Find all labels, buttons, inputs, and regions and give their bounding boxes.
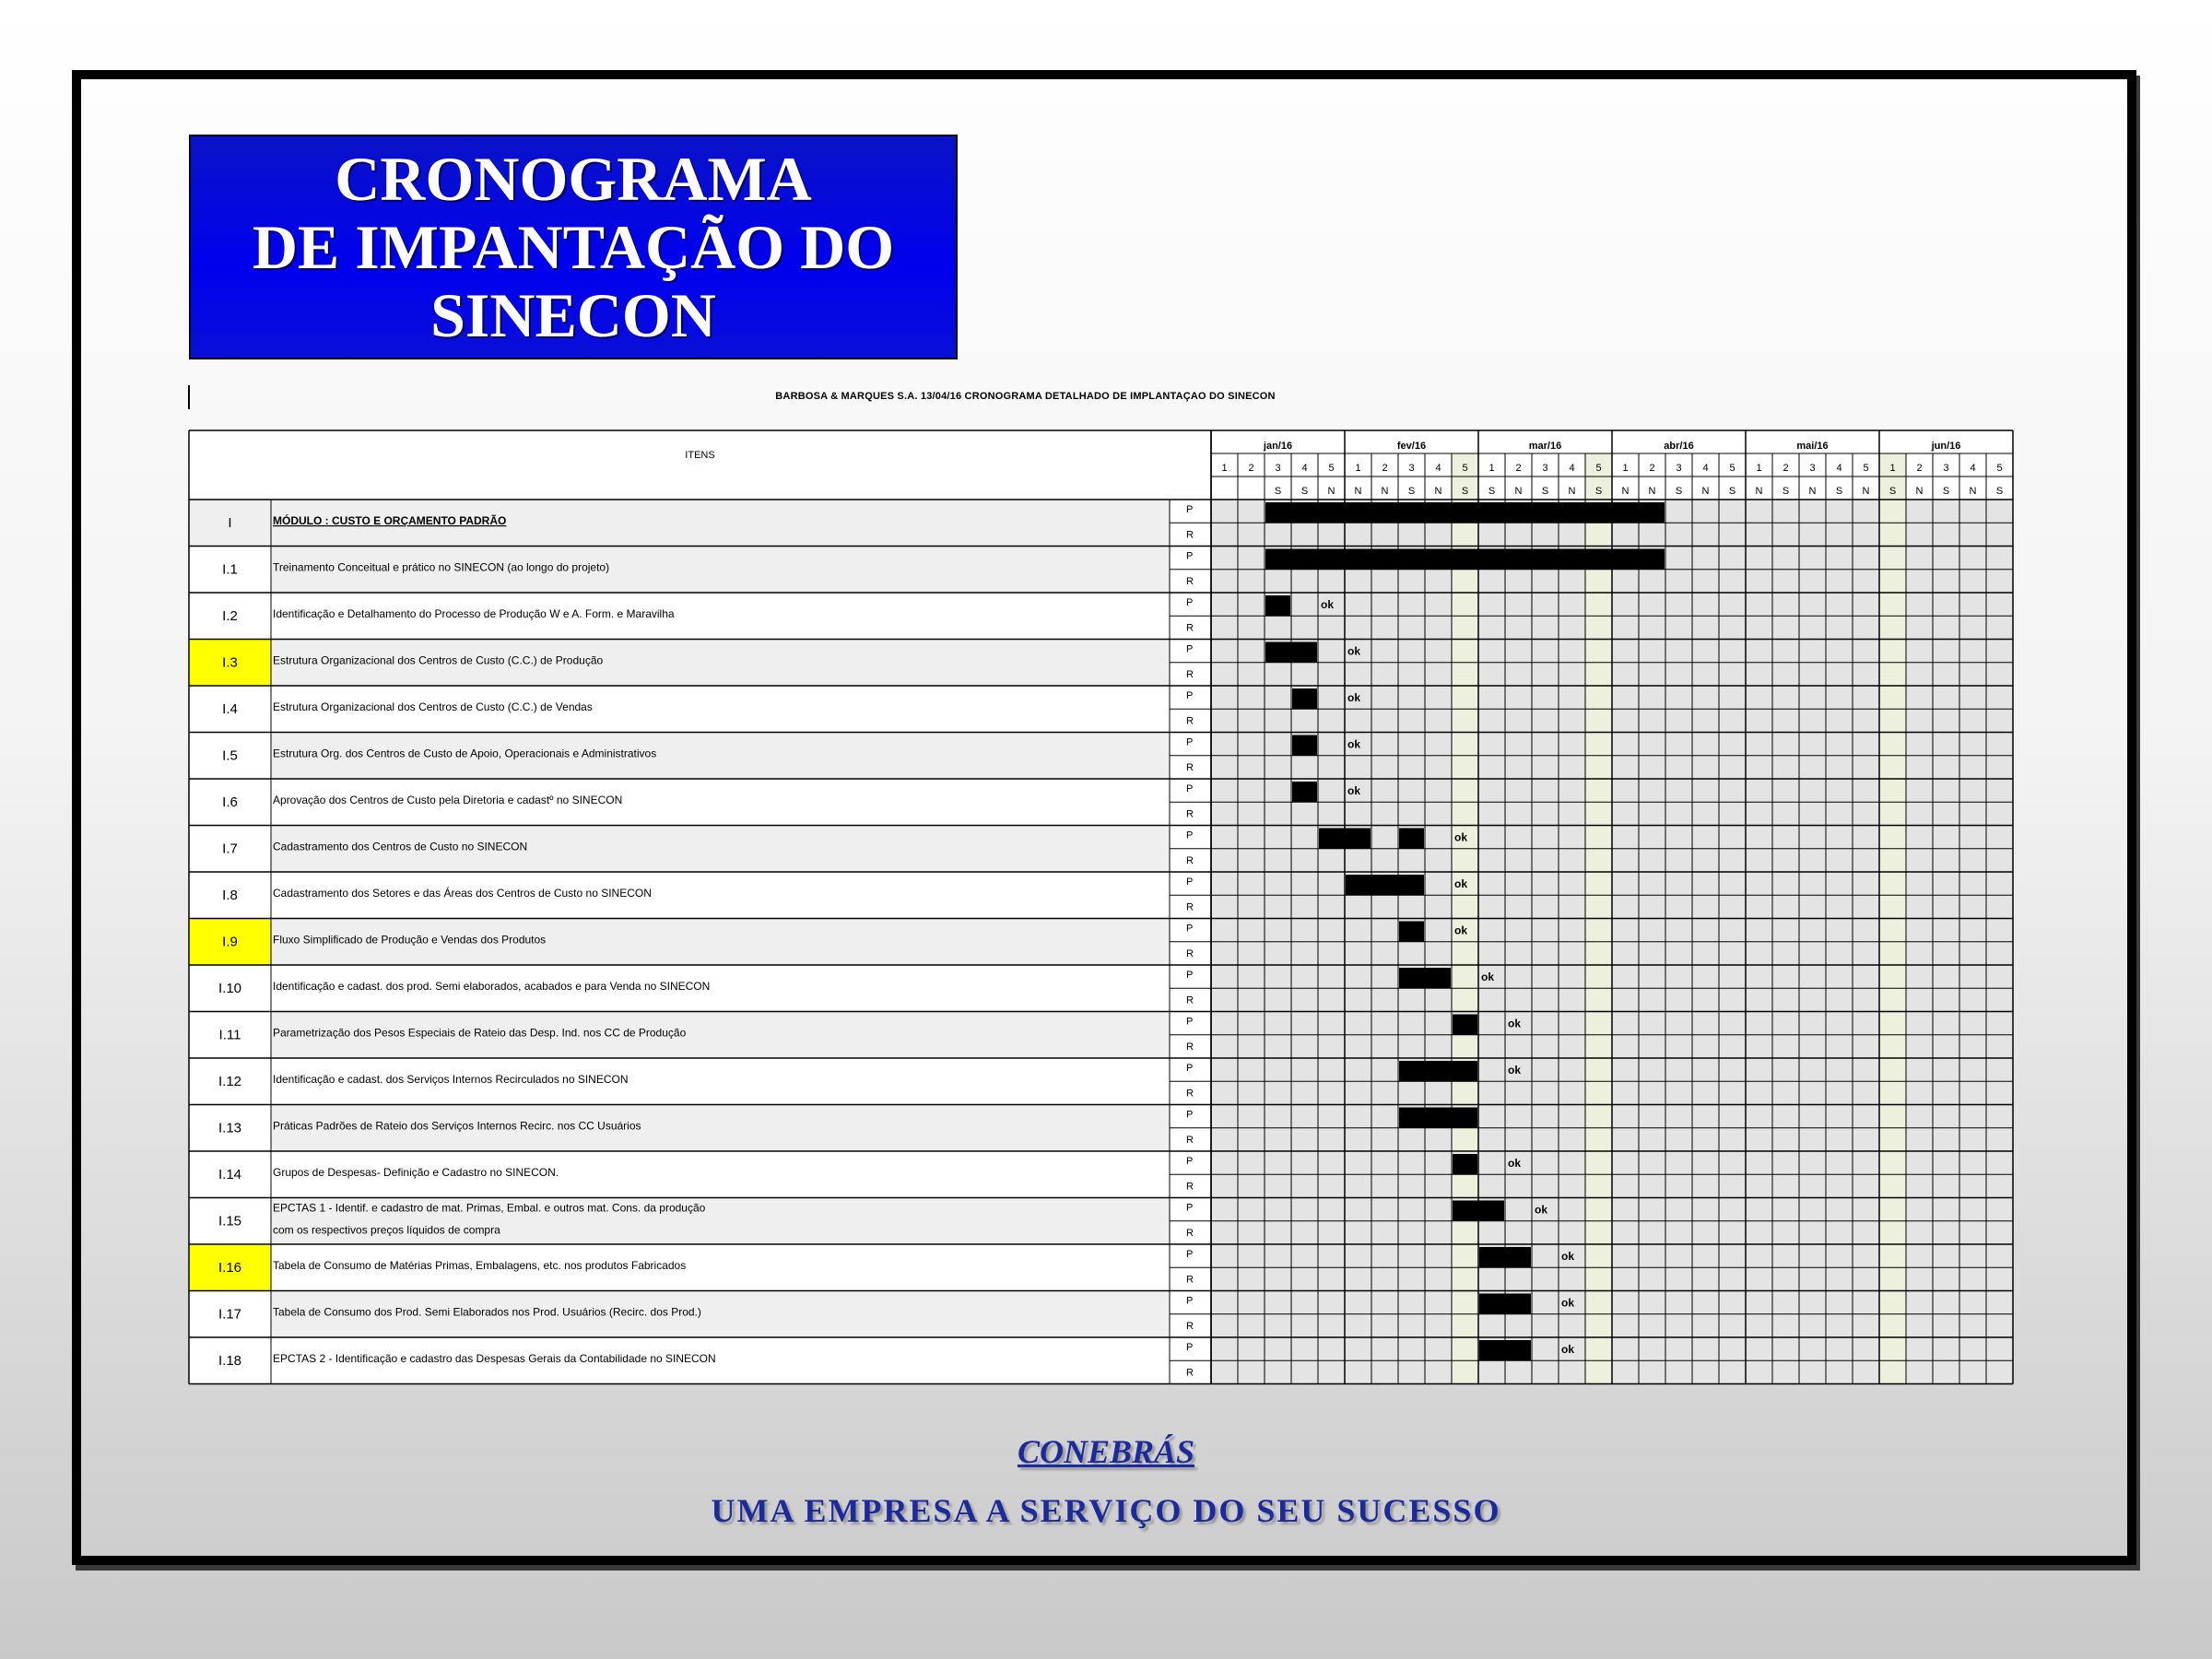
row-description: EPCTAS 1 - Identif. e cadastro de mat. Primas, Embal. e outros mat. Cons. da produção <box>273 1201 706 1215</box>
schedule-subheader: BARBOSA & MARQUES S.A. 13/04/16 CRONOGRAMA DETALHADO DE IMPLANTAÇAO DO SINECON <box>775 391 1276 402</box>
week-number: 2 <box>1783 463 1789 474</box>
day-code: N <box>1701 486 1710 497</box>
ok-status-label: ok <box>1481 971 1495 983</box>
planned-label: P <box>1186 783 1194 794</box>
planned-label: P <box>1186 1202 1194 1214</box>
planned-bar <box>1265 595 1290 616</box>
planned-bar <box>1399 1108 1477 1128</box>
realized-label: R <box>1186 715 1194 727</box>
week-number: 4 <box>1301 463 1308 474</box>
planned-label: P <box>1186 643 1194 655</box>
ok-status-label: ok <box>1508 1064 1522 1077</box>
ok-status-label: ok <box>1561 1343 1575 1356</box>
realized-label: R <box>1186 1274 1194 1286</box>
realized-label: R <box>1186 668 1194 680</box>
row-code: I.11 <box>218 1027 241 1043</box>
week-number: 2 <box>1916 463 1923 474</box>
row-code: I.7 <box>222 841 238 857</box>
row-description: Identificação e Detalhamento do Processo de Produção W e A. Form. e Maravilha <box>273 607 675 620</box>
planned-label: P <box>1186 923 1194 935</box>
planned-bar <box>1292 735 1317 756</box>
realized-label: R <box>1186 622 1194 634</box>
week-number: 3 <box>1408 463 1415 474</box>
row-description: MÓDULO : CUSTO E ORÇAMENTO PADRÃO <box>273 514 507 527</box>
planned-bar <box>1292 688 1317 709</box>
row-code: I.17 <box>218 1306 242 1323</box>
row-code: I.9 <box>222 934 238 950</box>
planned-bar <box>1346 875 1424 895</box>
row-code: I.3 <box>222 654 238 671</box>
month-label: fev/16 <box>1396 441 1427 452</box>
realized-label: R <box>1186 1367 1194 1379</box>
day-code: N <box>1969 486 1977 497</box>
planned-bar <box>1265 549 1665 570</box>
week-number: 5 <box>1328 463 1335 474</box>
planned-label: P <box>1186 1342 1194 1353</box>
day-code: N <box>1648 486 1656 497</box>
realized-label: R <box>1186 808 1194 820</box>
week-number: 1 <box>1889 463 1896 474</box>
planned-label: P <box>1186 970 1194 981</box>
day-code: N <box>1434 486 1442 497</box>
planned-label: P <box>1186 504 1194 515</box>
planned-bar <box>1399 922 1424 942</box>
realized-label: R <box>1186 994 1194 1006</box>
ok-status-label: ok <box>1454 830 1468 844</box>
week-number: 5 <box>1729 463 1735 474</box>
row-code: I.14 <box>218 1167 242 1182</box>
row-description-2: com os respectivos preços líquidos de compra <box>273 1223 500 1237</box>
day-code: N <box>1354 486 1362 497</box>
day-code: S <box>1995 486 2004 497</box>
planned-label: P <box>1186 550 1194 562</box>
row-code: I.12 <box>218 1074 242 1089</box>
week-number: 4 <box>1569 463 1575 474</box>
month-label: mar/16 <box>1528 441 1562 452</box>
day-code: S <box>1782 486 1790 497</box>
day-code: S <box>1488 486 1496 497</box>
row-description: Identificação e cadast. dos Serviços Internos Recirculados no SINECON <box>273 1073 629 1086</box>
ok-status-label: ok <box>1347 784 1361 797</box>
month-label: jun/16 <box>1931 441 1961 452</box>
footer-company-name: CONEBRÁS <box>1017 1433 1195 1470</box>
realized-label: R <box>1186 1181 1194 1193</box>
day-code: S <box>1888 486 1897 497</box>
planned-label: P <box>1186 597 1194 608</box>
day-code: S <box>1407 486 1416 497</box>
planned-label: P <box>1186 1156 1194 1167</box>
row-code: I.15 <box>218 1213 242 1230</box>
week-number: 5 <box>1996 463 2003 474</box>
realized-label: R <box>1186 1134 1194 1146</box>
ok-status-label: ok <box>1347 691 1361 704</box>
row-description: Grupos de Despesas- Definição e Cadastro no SINECON. <box>273 1166 559 1179</box>
day-code: N <box>1381 486 1389 497</box>
day-code: S <box>1728 486 1736 497</box>
day-code: N <box>1514 486 1523 497</box>
planned-label: P <box>1186 736 1194 748</box>
week-number: 1 <box>1355 463 1361 474</box>
planned-bar <box>1453 1154 1477 1174</box>
row-code: I.16 <box>218 1260 242 1276</box>
realized-label: R <box>1186 1041 1194 1053</box>
footer-tagline: UMA EMPRESA A SERVIÇO DO SEU SUCESSO <box>711 1492 1501 1529</box>
planned-label: P <box>1186 1249 1194 1260</box>
row-description: Estrutura Organizacional dos Centros de Custo (C.C.) de Produção <box>273 653 604 667</box>
week-number: 2 <box>1649 463 1655 474</box>
day-code: S <box>1942 486 1950 497</box>
planned-bar <box>1399 1061 1477 1081</box>
title-line-1: CRONOGRAMA <box>335 144 812 214</box>
title-line-3: SINECON <box>430 280 716 350</box>
ok-status-label: ok <box>1508 1017 1522 1030</box>
day-code: N <box>1755 486 1763 497</box>
day-code: N <box>1327 486 1335 497</box>
realized-label: R <box>1186 1088 1194 1100</box>
week-number: 1 <box>1622 463 1629 474</box>
ok-status-label: ok <box>1454 924 1468 937</box>
row-description: Identificação e cadast. dos prod. Semi elaborados, acabados e para Venda no SINECON <box>273 980 711 993</box>
week-number: 4 <box>1970 463 1976 474</box>
day-code: S <box>1835 486 1843 497</box>
title-banner <box>189 135 958 359</box>
row-code: I.6 <box>222 794 238 810</box>
ok-status-label: ok <box>1321 598 1335 611</box>
row-code: I.4 <box>222 701 238 717</box>
day-code: S <box>1594 486 1603 497</box>
week-number: 4 <box>1836 463 1842 474</box>
ok-status-label: ok <box>1454 877 1468 890</box>
row-description: Tabela de Consumo de Matérias Primas, Embalagens, etc. nos produtos Fabricados <box>273 1259 687 1272</box>
day-code: N <box>1808 486 1817 497</box>
day-code: N <box>1862 486 1870 497</box>
row-description: Cadastramento dos Setores e das Áreas dos Centros de Custo no SINECON <box>273 887 652 900</box>
title-line-2: DE IMPANTAÇÃO DO <box>252 212 895 282</box>
week-number: 5 <box>1595 463 1602 474</box>
day-code: S <box>1300 486 1309 497</box>
row-description: Tabela de Consumo dos Prod. Semi Elaborados nos Prod. Usuários (Recirc. dos Prod.) <box>273 1305 701 1319</box>
row-description: Estrutura Org. dos Centros de Custo de Apoio, Operacionais e Administrativos <box>273 747 657 760</box>
row-code: I <box>228 515 232 531</box>
items-header: ITENS <box>685 450 715 461</box>
planned-bar <box>1265 502 1665 523</box>
realized-label: R <box>1186 1320 1194 1332</box>
month-label: mai/16 <box>1796 441 1829 452</box>
planned-label: P <box>1186 690 1194 701</box>
planned-bar <box>1453 1015 1477 1035</box>
ok-status-label: ok <box>1561 1296 1575 1310</box>
day-code: N <box>1568 486 1576 497</box>
row-description: Treinamento Conceitual e prático no SINECON (ao longo do projeto) <box>273 560 610 574</box>
ok-status-label: ok <box>1535 1203 1548 1217</box>
week-number: 2 <box>1382 463 1388 474</box>
row-description: Cadastramento dos Centros de Custo no SINECON <box>273 840 528 853</box>
planned-label: P <box>1186 877 1194 888</box>
planned-bar <box>1399 829 1424 849</box>
planned-label: P <box>1186 1063 1194 1074</box>
day-code: S <box>1461 486 1469 497</box>
week-number: 3 <box>1676 463 1682 474</box>
realized-label: R <box>1186 529 1194 541</box>
ok-status-label: ok <box>1508 1157 1522 1170</box>
realized-label: R <box>1186 947 1194 959</box>
month-label: abr/16 <box>1664 441 1694 452</box>
row-description: Práticas Padrões de Rateio dos Serviços Internos Recirc. nos CC Usuários <box>273 1119 641 1133</box>
week-number: 5 <box>1462 463 1468 474</box>
month-label: jan/16 <box>1263 441 1293 452</box>
week-number: 5 <box>1863 463 1869 474</box>
row-description: Estrutura Organizacional dos Centros de Custo (C.C.) de Vendas <box>273 700 593 713</box>
ok-status-label: ok <box>1347 737 1361 751</box>
week-number: 4 <box>1702 463 1709 474</box>
row-code: I.2 <box>222 608 238 624</box>
row-code: I.8 <box>222 888 238 903</box>
week-number: 2 <box>1515 463 1522 474</box>
row-description: Parametrização dos Pesos Especiais de Rateio das Desp. Ind. nos CC de Produção <box>273 1026 687 1040</box>
day-code: S <box>1675 486 1683 497</box>
planned-label: P <box>1186 1016 1194 1028</box>
week-number: 1 <box>1488 463 1495 474</box>
day-code: S <box>1274 486 1282 497</box>
planned-label: P <box>1186 1109 1194 1121</box>
realized-label: R <box>1186 901 1194 913</box>
row-code: I.5 <box>222 747 238 764</box>
realized-label: R <box>1186 1227 1194 1239</box>
planned-bar <box>1292 782 1317 802</box>
realized-label: R <box>1186 854 1194 866</box>
row-description: Fluxo Simplificado de Produção e Vendas dos Produtos <box>273 933 547 947</box>
week-number: 1 <box>1221 463 1228 474</box>
realized-label: R <box>1186 575 1194 587</box>
day-code: S <box>1541 486 1549 497</box>
planned-label: P <box>1186 1295 1194 1307</box>
day-code: N <box>1915 486 1924 497</box>
week-number: 3 <box>1943 463 1949 474</box>
week-number: 3 <box>1809 463 1816 474</box>
week-number: 4 <box>1435 463 1441 474</box>
week-number: 3 <box>1542 463 1548 474</box>
row-description: Aprovação dos Centros de Custo pela Diretoria e cadastº no SINECON <box>273 794 623 806</box>
realized-label: R <box>1186 761 1194 773</box>
ok-status-label: ok <box>1561 1250 1575 1263</box>
row-description: EPCTAS 2 - Identificação e cadastro das Despesas Gerais da Contabilidade no SINECON <box>273 1352 716 1365</box>
ok-status-label: ok <box>1347 644 1361 658</box>
week-number: 1 <box>1756 463 1762 474</box>
row-code: I.10 <box>218 981 242 996</box>
week-number: 2 <box>1248 463 1254 474</box>
row-code: I.13 <box>218 1120 242 1136</box>
week-number: 3 <box>1275 463 1281 474</box>
row-code: I.1 <box>222 561 238 578</box>
planned-label: P <box>1186 830 1194 841</box>
day-code: N <box>1621 486 1630 497</box>
row-code: I.18 <box>218 1353 242 1369</box>
